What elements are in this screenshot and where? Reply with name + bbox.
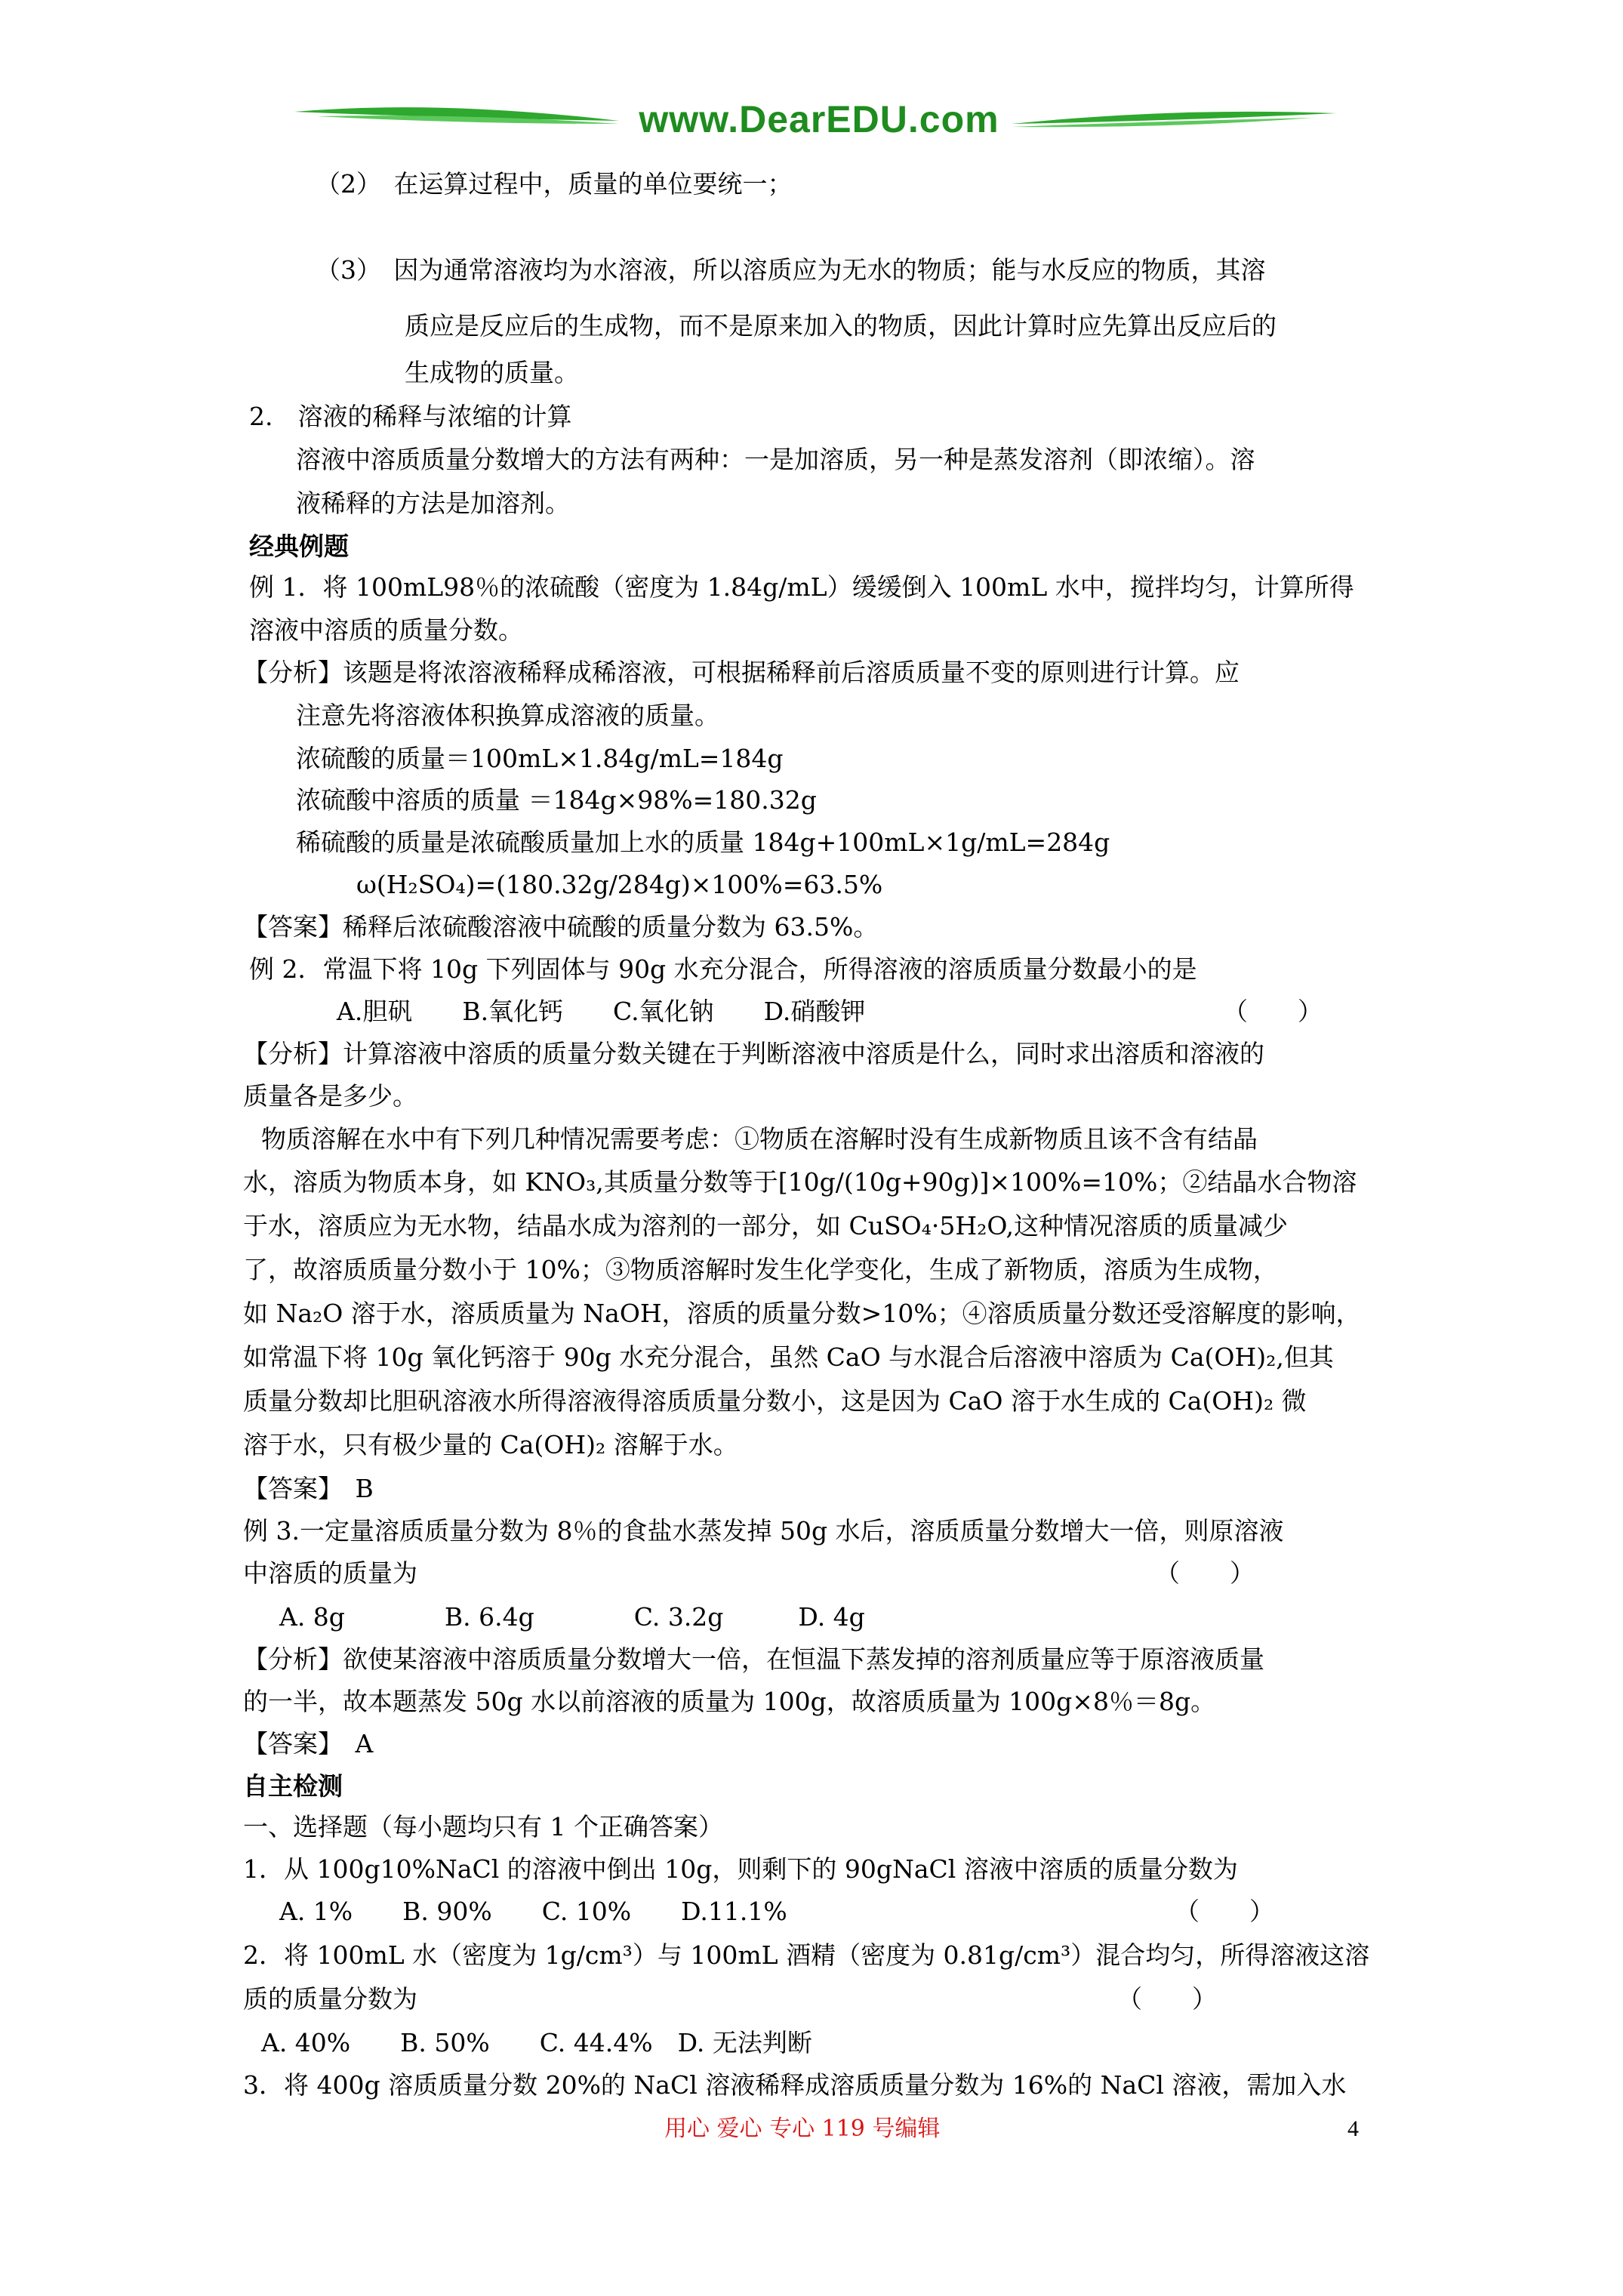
text-line: 例 2．常温下将 10g 下列固体与 90g 水充分混合，所得溶液的溶质质量分数最小的是: [249, 954, 1197, 984]
text-line: 3．将 400g 溶质质量分数 20%的 NaCl 溶液稀释成溶质质量分数为 16%的 NaCl 溶液，需加入水: [243, 2070, 1347, 2100]
options-line: A. 40% B. 50% C. 44.4% D. 无法判断: [261, 2028, 812, 2057]
text-line: 质量各是多少。: [243, 1081, 417, 1111]
text-line: 了，故溶质质量分数小于 10%；③物质溶解时发生化学变化，生成了新物质，溶质为生成物，: [243, 1255, 1278, 1284]
text-line: 质量分数却比胆矾溶液水所得溶液得溶质质量分数小，这是因为 CaO 溶于水生成的 Ca(OH)₂ 微: [243, 1386, 1307, 1416]
text-line: 于水，溶质应为无水物，结晶水成为溶剂的一部分，如 CuSO₄·5H₂O,这种情况溶质的质量减少: [243, 1211, 1288, 1240]
section-heading: 经典例题: [249, 532, 349, 561]
text-line: 一、选择题（每小题均只有 1 个正确答案）: [243, 1812, 723, 1841]
formula-line: ω(H₂SO₄)=(180.32g/284g)×100%=63.5%: [356, 870, 883, 899]
answer-line: 【答案】 A: [243, 1729, 374, 1758]
text-line: 质的质量分数为: [243, 1984, 417, 2014]
text-line: 液稀释的方法是加溶剂。: [296, 488, 570, 518]
options-line: A. 1% B. 90% C. 10% D.11.1%: [279, 1897, 787, 1926]
text-line: 浓硫酸的质量＝100mL×1.84g/mL=184g: [296, 744, 784, 773]
site-header-banner: [287, 91, 1344, 151]
footer-note: 用心 爱心 专心 119 号编辑: [664, 2116, 941, 2142]
text-line: 如常温下将 10g 氧化钙溶于 90g 水充分混合，虽然 CaO 与水混合后溶液中溶质为 Ca(OH)₂,但其: [243, 1342, 1334, 1372]
text-line: 【分析】欲使某溶液中溶质质量分数增大一倍，在恒温下蒸发掉的溶剂质量应等于原溶液质量: [243, 1644, 1264, 1674]
answer-blank: （ ）: [1223, 997, 1323, 1026]
answer-blank: （ ）: [1117, 1984, 1217, 2014]
text-line: 2．将 100mL 水（密度为 1g/cm³）与 100mL 酒精（密度为 0.81g/cm³）混合均匀，所得溶液这溶: [243, 1940, 1370, 1970]
text-line: 1．从 100g10%NaCl 的溶液中倒出 10g，则剩下的 90gNaCl 溶液中溶质的质量分数为: [243, 1854, 1238, 1884]
text-line: 注意先将溶液体积换算成溶液的质量。: [296, 701, 719, 730]
text-line: 溶液中溶质质量分数增大的方法有两种：一是加溶质，另一种是蒸发溶剂（即浓缩）。溶: [296, 445, 1255, 474]
text-line: （2） 在运算过程中，质量的单位要统一；: [316, 169, 793, 199]
text-line: 质应是反应后的生成物，而不是原来加入的物质，因此计算时应先算出反应后的: [405, 311, 1277, 341]
text-line: 例 3.一定量溶质质量分数为 8％的食盐水蒸发掉 50g 水后，溶质质量分数增大一倍，则原溶液: [243, 1516, 1284, 1546]
site-title: www.DearEDU.com: [639, 98, 999, 140]
text-line: 中溶质的质量为: [243, 1558, 417, 1588]
text-line: 例 1．将 100mL98％的浓硫酸（密度为 1.84g/mL）缓缓倒入 100mL 水中，搅拌均匀，计算所得: [249, 572, 1354, 602]
text-line: 浓硫酸中溶质的质量 ＝184g×98%=180.32g: [296, 785, 817, 815]
page-number: 4: [1347, 2116, 1359, 2141]
options-line: A.胆矾 B.氧化钙 C.氧化钠 D.硝酸钾: [337, 997, 866, 1026]
section-heading: 自主检测: [243, 1771, 343, 1801]
text-line: 生成物的质量。: [405, 358, 579, 387]
text-line: 的一半，故本题蒸发 50g 水以前溶液的质量为 100g，故溶质质量为 100g×8％＝8g。: [243, 1687, 1216, 1716]
answer-blank: （ ）: [1155, 1558, 1255, 1588]
answer-line: 【答案】稀释后浓硫酸溶液中硫酸的质量分数为 63.5%。: [243, 912, 879, 942]
text-line: 【分析】该题是将浓溶液稀释成稀溶液，可根据稀释前后溶质质量不变的原则进行计算。应: [243, 658, 1240, 687]
text-line: 【分析】计算溶液中溶质的质量分数关键在于判断溶液中溶质是什么，同时求出溶质和溶液的: [243, 1039, 1264, 1068]
text-line: 溶液中溶质的质量分数。: [249, 615, 523, 645]
options-line: A. 8g B. 6.4g C. 3.2g D. 4g: [279, 1602, 865, 1632]
text-line: （3） 因为通常溶液均为水溶液，所以溶质应为无水的物质；能与水反应的物质，其溶: [316, 255, 1266, 285]
text-line: 溶于水，只有极少量的 Ca(OH)₂ 溶解于水。: [243, 1430, 738, 1459]
text-line: 稀硫酸的质量是浓硫酸质量加上水的质量 184g+100mL×1g/mL=284g: [296, 827, 1110, 857]
text-line: 水，溶质为物质本身，如 KNO₃,其质量分数等于[10g/(10g+90g)]×100%=10%；②结晶水合物溶: [243, 1167, 1357, 1197]
section-heading: 2. 溶液的稀释与浓缩的计算: [249, 402, 572, 431]
text-line: 物质溶解在水中有下列几种情况需要考虑：①物质在溶解时没有生成新物质且该不含有结晶: [261, 1124, 1258, 1154]
answer-blank: （ ）: [1175, 1897, 1274, 1926]
text-line: 如 Na₂O 溶于水，溶质质量为 NaOH，溶质的质量分数>10%；④溶质质量分数还受溶解度的影响，: [243, 1299, 1361, 1328]
answer-line: 【答案】 B: [243, 1474, 374, 1503]
